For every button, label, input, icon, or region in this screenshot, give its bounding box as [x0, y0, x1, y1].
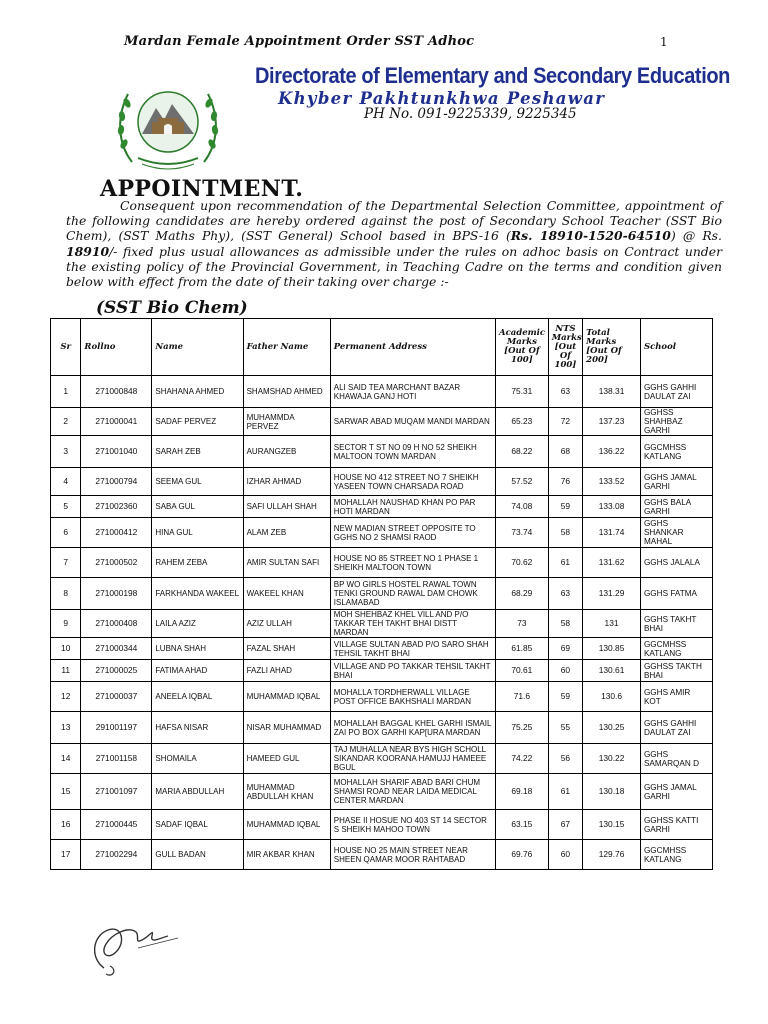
address-cell: HOUSE NO 412 STREET NO 7 SHEIKH YASEEN TOWN CHARSADA ROAD: [330, 468, 495, 496]
rollno-cell: 271000198: [81, 578, 152, 610]
total-marks-cell: 129.76: [583, 840, 641, 870]
table-row: [51, 468, 713, 496]
nts-marks-cell: 58: [548, 518, 582, 548]
signature: [82, 908, 192, 982]
table-row: [51, 712, 713, 744]
address-cell: MOHALLAH BAGGAL KHEL GARHI ISMAIL ZAI PO BOX GARHI KAP[URA MARDAN: [330, 712, 495, 744]
rollno-cell: 271000025: [81, 660, 152, 682]
school-cell: GGHS SHANKAR MAHAL: [640, 518, 712, 548]
table-row: [51, 610, 713, 638]
address-cell: SARWAR ABAD MUQAM MANDI MARDAN: [330, 408, 495, 436]
nts-marks-cell: 55: [548, 712, 582, 744]
rollno-cell: 271002294: [81, 840, 152, 870]
sr-cell: 17: [51, 840, 81, 870]
sr-cell: 14: [51, 744, 81, 774]
sr-cell: 11: [51, 660, 81, 682]
academic-marks-cell: 70.61: [496, 660, 549, 682]
academic-marks-cell: 68.22: [496, 436, 549, 468]
address-cell: BP WO GIRLS HOSTEL RAWAL TOWN TENKI GROUND RAWAL DAM CHOWK ISLAMABAD: [330, 578, 495, 610]
total-marks-cell: 130.18: [583, 774, 641, 810]
father-name-cell: NISAR MUHAMMAD: [243, 712, 330, 744]
section-title: (SST Bio Chem): [96, 298, 248, 318]
address-cell: VILLAGE SULTAN ABAD P/O SARO SHAH TEHSIL TAKHT BHAI: [330, 638, 495, 660]
father-name-cell: FAZAL SHAH: [243, 638, 330, 660]
school-cell: GGHS SAMARQAN D: [640, 744, 712, 774]
table-row: [51, 810, 713, 840]
name-cell: FARKHANDA WAKEEL: [152, 578, 243, 610]
academic-marks-cell: 73: [496, 610, 549, 638]
name-cell: SABA GUL: [152, 496, 243, 518]
rollno-cell: 291001197: [81, 712, 152, 744]
school-cell: GGHSS SHAHBAZ GARHI: [640, 408, 712, 436]
address-cell: NEW MADIAN STREET OPPOSITE TO GGHS NO 2 SHAMSI RAOD: [330, 518, 495, 548]
table-row: [51, 496, 713, 518]
sr-cell: 12: [51, 682, 81, 712]
table-row: [51, 548, 713, 578]
school-cell: GGCMHSS KATLANG: [640, 840, 712, 870]
name-cell: ANEELA IQBAL: [152, 682, 243, 712]
nts-marks-cell: 63: [548, 578, 582, 610]
col-total-marks: Total Marks [Out Of 200]: [583, 319, 641, 376]
name-cell: GULL BADAN: [152, 840, 243, 870]
name-cell: MARIA ABDULLAH: [152, 774, 243, 810]
table-row: [51, 578, 713, 610]
address-cell: PHASE II HOSUE NO 403 ST 14 SECTOR S SHEIKH MAHOO TOWN: [330, 810, 495, 840]
nts-marks-cell: 60: [548, 840, 582, 870]
kp-government-emblem: [112, 74, 224, 178]
school-cell: GGHS JAMAL GARHI: [640, 468, 712, 496]
col-rollno: Rollno: [81, 319, 152, 376]
table-row: [51, 840, 713, 870]
total-marks-cell: 130.85: [583, 638, 641, 660]
rollno-cell: 271000344: [81, 638, 152, 660]
address-cell: HOUSE NO 25 MAIN STREET NEAR SHEEN QAMAR MOOR RAHTABAD: [330, 840, 495, 870]
father-name-cell: FAZLI AHAD: [243, 660, 330, 682]
nts-marks-cell: 67: [548, 810, 582, 840]
name-cell: SADAF PERVEZ: [152, 408, 243, 436]
school-cell: GGHS TAKHT BHAI: [640, 610, 712, 638]
sr-cell: 1: [51, 376, 81, 408]
father-name-cell: SHAMSHAD AHMED: [243, 376, 330, 408]
father-name-cell: HAMEED GUL: [243, 744, 330, 774]
appointment-heading: APPOINTMENT.: [100, 176, 304, 202]
address-cell: MOHALLAH SHARIF ABAD BARI CHUM SHAMSI ROAD NEAR LAIDA MEDICAL CENTER MARDAN: [330, 774, 495, 810]
sr-cell: 9: [51, 610, 81, 638]
name-cell: SEEMA GUL: [152, 468, 243, 496]
col-academic-marks: Academic Marks [Out Of 100]: [496, 319, 549, 376]
name-cell: SHOMAILA: [152, 744, 243, 774]
nts-marks-cell: 56: [548, 744, 582, 774]
pay-scale: Rs. 18910-1520-64510: [510, 228, 671, 244]
nts-marks-cell: 63: [548, 376, 582, 408]
academic-marks-cell: 74.22: [496, 744, 549, 774]
sr-cell: 2: [51, 408, 81, 436]
col-name: Name: [152, 319, 243, 376]
rollno-cell: 271001040: [81, 436, 152, 468]
rollno-cell: 271000445: [81, 810, 152, 840]
academic-marks-cell: 63.15: [496, 810, 549, 840]
sr-cell: 3: [51, 436, 81, 468]
col-school: School: [640, 319, 712, 376]
address-cell: HOUSE NO 85 STREET NO 1 PHASE 1 SHEIKH MALTOON TOWN: [330, 548, 495, 578]
nts-marks-cell: 59: [548, 496, 582, 518]
school-cell: GGHS AMIR KOT: [640, 682, 712, 712]
father-name-cell: MUHAMMDA PERVEZ: [243, 408, 330, 436]
father-name-cell: MUHAMMAD IQBAL: [243, 682, 330, 712]
table-row: [51, 436, 713, 468]
academic-marks-cell: 71.6: [496, 682, 549, 712]
father-name-cell: SAFI ULLAH SHAH: [243, 496, 330, 518]
school-cell: GGHSS KATTI GARHI: [640, 810, 712, 840]
nts-marks-cell: 61: [548, 548, 582, 578]
page-number: 1: [660, 35, 668, 49]
school-cell: GGCMHSS KATLANG: [640, 436, 712, 468]
name-cell: SARAH ZEB: [152, 436, 243, 468]
address-cell: VILLAGE AND PO TAKKAR TEHSIL TAKHT BHAI: [330, 660, 495, 682]
sr-cell: 13: [51, 712, 81, 744]
order-text-part-3: /- fixed plus usual allowances as admissible under the rules on adhoc basis on Contract under the existing policy of the Provincial Government, in Teaching Cadre on the terms and condition given below with effect from the date of their taking over charge :-: [66, 243, 722, 290]
table-row: [51, 682, 713, 712]
col-sr: Sr: [51, 319, 81, 376]
total-marks-cell: 130.61: [583, 660, 641, 682]
name-cell: LAILA AZIZ: [152, 610, 243, 638]
total-marks-cell: 133.08: [583, 496, 641, 518]
sr-cell: 15: [51, 774, 81, 810]
rollno-cell: 271000037: [81, 682, 152, 712]
total-marks-cell: 131.74: [583, 518, 641, 548]
school-cell: GGHS GAHHI DAULAT ZAI: [640, 376, 712, 408]
academic-marks-cell: 69.76: [496, 840, 549, 870]
school-cell: GGHS GAHHI DAULAT ZAI: [640, 712, 712, 744]
nts-marks-cell: 60: [548, 660, 582, 682]
total-marks-cell: 138.31: [583, 376, 641, 408]
table-header-row: [51, 319, 713, 376]
name-cell: HAFSA NISAR: [152, 712, 243, 744]
total-marks-cell: 131.29: [583, 578, 641, 610]
academic-marks-cell: 69.18: [496, 774, 549, 810]
father-name-cell: AZIZ ULLAH: [243, 610, 330, 638]
appointment-table: [50, 318, 713, 870]
phone-number: PH No. 091-9225339, 9225345: [364, 106, 577, 122]
nts-marks-cell: 76: [548, 468, 582, 496]
sr-cell: 7: [51, 548, 81, 578]
running-title: Mardan Female Appointment Order SST Adhoc: [124, 34, 475, 49]
academic-marks-cell: 68.29: [496, 578, 549, 610]
directorate-title: Directorate of Elementary and Secondary Education: [255, 64, 730, 89]
school-cell: GGHS JAMAL GARHI: [640, 774, 712, 810]
school-cell: GGHS JALALA: [640, 548, 712, 578]
total-marks-cell: 130.15: [583, 810, 641, 840]
academic-marks-cell: 70.62: [496, 548, 549, 578]
order-text: [66, 198, 722, 289]
table-row: [51, 744, 713, 774]
father-name-cell: IZHAR AHMAD: [243, 468, 330, 496]
father-name-cell: WAKEEL KHAN: [243, 578, 330, 610]
total-marks-cell: 137.23: [583, 408, 641, 436]
table-row: [51, 660, 713, 682]
total-marks-cell: 130.6: [583, 682, 641, 712]
col-father-name: Father Name: [243, 319, 330, 376]
sr-cell: 5: [51, 496, 81, 518]
name-cell: SADAF IQBAL: [152, 810, 243, 840]
name-cell: LUBNA SHAH: [152, 638, 243, 660]
father-name-cell: AURANGZEB: [243, 436, 330, 468]
order-text-part-2: ) @ Rs.: [670, 228, 722, 244]
order-text-part-1: Consequent upon recommendation of the Departmental Selection Committee, appointment of the following candidates are hereby ordered against the post of Secondary School Teacher (SST Bio Chem), (SST Maths Phy), (SST General) School based in BPS-16 (: [66, 198, 722, 244]
nts-marks-cell: 68: [548, 436, 582, 468]
father-name-cell: ALAM ZEB: [243, 518, 330, 548]
father-name-cell: MIR AKBAR KHAN: [243, 840, 330, 870]
total-marks-cell: 130.22: [583, 744, 641, 774]
rollno-cell: 271000408: [81, 610, 152, 638]
name-cell: FATIMA AHAD: [152, 660, 243, 682]
sr-cell: 10: [51, 638, 81, 660]
address-cell: SECTOR T ST NO 09 H NO 52 SHEIKH MALTOON TOWN MARDAN: [330, 436, 495, 468]
nts-marks-cell: 58: [548, 610, 582, 638]
academic-marks-cell: 73.74: [496, 518, 549, 548]
address-cell: MOH SHEHBAZ KHEL VILL AND P/O TAKKAR TEH TAKHT BHAI DISTT MARDAN: [330, 610, 495, 638]
academic-marks-cell: 75.31: [496, 376, 549, 408]
total-marks-cell: 130.25: [583, 712, 641, 744]
table-row: [51, 638, 713, 660]
academic-marks-cell: 57.52: [496, 468, 549, 496]
father-name-cell: MUHAMMAD IQBAL: [243, 810, 330, 840]
address-cell: TAJ MUHALLA NEAR BYS HIGH SCHOLL SIKANDAR KOORANA HAMUJJ HAMEEE BGUL: [330, 744, 495, 774]
rollno-cell: 271001158: [81, 744, 152, 774]
name-cell: SHAHANA AHMED: [152, 376, 243, 408]
nts-marks-cell: 72: [548, 408, 582, 436]
father-name-cell: AMIR SULTAN SAFI: [243, 548, 330, 578]
academic-marks-cell: 75.25: [496, 712, 549, 744]
sr-cell: 6: [51, 518, 81, 548]
total-marks-cell: 131.62: [583, 548, 641, 578]
sr-cell: 8: [51, 578, 81, 610]
nts-marks-cell: 59: [548, 682, 582, 712]
rollno-cell: 271000412: [81, 518, 152, 548]
school-cell: GGHS BALA GARHI: [640, 496, 712, 518]
rollno-cell: 271002360: [81, 496, 152, 518]
academic-marks-cell: 74.08: [496, 496, 549, 518]
fixed-pay: 18910: [66, 243, 110, 259]
rollno-cell: 271000502: [81, 548, 152, 578]
name-cell: RAHEM ZEBA: [152, 548, 243, 578]
col-nts-marks: NTS Marks [Out Of 100]: [548, 319, 582, 376]
father-name-cell: MUHAMMAD ABDULLAH KHAN: [243, 774, 330, 810]
school-cell: GGHS FATMA: [640, 578, 712, 610]
rollno-cell: 271000794: [81, 468, 152, 496]
nts-marks-cell: 61: [548, 774, 582, 810]
address-cell: MOHALLAH NAUSHAD KHAN PO PAR HOTI MARDAN: [330, 496, 495, 518]
nts-marks-cell: 69: [548, 638, 582, 660]
table-row: [51, 518, 713, 548]
table-row: [51, 376, 713, 408]
school-cell: GGHSS TAKTH BHAI: [640, 660, 712, 682]
address-cell: ALI SAID TEA MARCHANT BAZAR KHAWAJA GANJ HOTI: [330, 376, 495, 408]
rollno-cell: 271000041: [81, 408, 152, 436]
name-cell: HINA GUL: [152, 518, 243, 548]
table-row: [51, 408, 713, 436]
col-address: Permanent Address: [330, 319, 495, 376]
school-cell: GGCMHSS KATLANG: [640, 638, 712, 660]
total-marks-cell: 131: [583, 610, 641, 638]
table-body: [51, 376, 713, 870]
rollno-cell: 271000848: [81, 376, 152, 408]
sr-cell: 4: [51, 468, 81, 496]
rollno-cell: 271001097: [81, 774, 152, 810]
total-marks-cell: 133.52: [583, 468, 641, 496]
total-marks-cell: 136.22: [583, 436, 641, 468]
table-row: [51, 774, 713, 810]
academic-marks-cell: 65.23: [496, 408, 549, 436]
sr-cell: 16: [51, 810, 81, 840]
address-cell: MOHALLA TORDHERWALL VILLAGE POST OFFICE BAKHSHALI MARDAN: [330, 682, 495, 712]
academic-marks-cell: 61.85: [496, 638, 549, 660]
province-subtitle: Khyber Pakhtunkhwa Peshawar: [278, 89, 606, 108]
